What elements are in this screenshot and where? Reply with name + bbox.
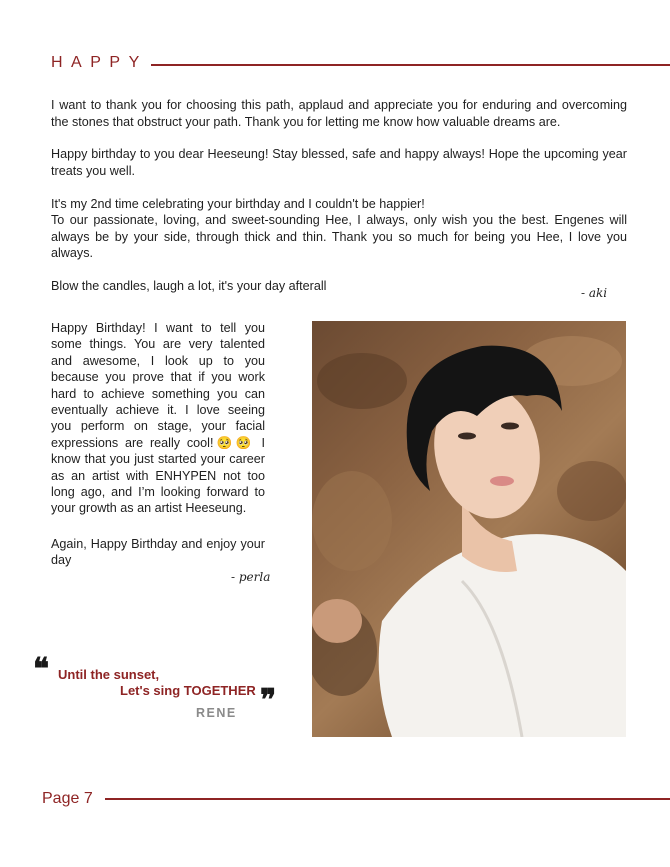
portrait-photo	[312, 321, 626, 737]
letter-left-paragraph-1: Happy Birthday! I want to tell you some things. You are very talented and awesome, I look up to you because you prove that if you work hard to achieve something you can eventually achieve it. I love seeing you perform on stage, your facial expressions are really cool!🥺🥺 I know that you just started your career as an artist with ENHYPEN not too long ago, and I’m looking forward to your growth as an artist Heeseung.	[51, 321, 265, 516]
quote-line-1: Until the sunset,	[58, 667, 160, 682]
signature-aki: - aki	[581, 286, 608, 300]
letter-paragraph-3: It's my 2nd time celebrating your birthday and I couldn't be happier!	[51, 197, 425, 211]
letter-paragraph-1: I want to thank you for choosing this path, applaud and appreciate you for enduring and overcoming the stones that obstruct your path. Thank you for letting me know how valuable dreams are.	[51, 98, 627, 129]
footer-divider	[105, 798, 670, 800]
letter-paragraph-4: To our passionate, loving, and sweet-sounding Hee, I always, only wish you the best. Engenes will always be by your side, through thick and thin. Thank you so much for being you Hee, I love you always.	[51, 213, 627, 260]
header-divider	[151, 64, 670, 66]
quote-line-2: Let's sing TOGETHER	[120, 683, 256, 698]
signature-perla: - perla	[231, 570, 271, 584]
portrait-illustration	[312, 321, 626, 737]
letter-paragraph-5: Blow the candles, laugh a lot, it's your day afterall	[51, 279, 327, 293]
letter-paragraph-2: Happy birthday to you dear Heeseung! Stay blessed, safe and happy always! Hope the upcoming year treats you well.	[51, 147, 627, 178]
quote-open-icon: ❝	[33, 652, 50, 687]
header-title: HAPPY	[51, 54, 148, 71]
page-header	[51, 54, 670, 76]
quote-close-icon: ❞	[260, 683, 277, 718]
quote-author: RENE	[196, 706, 237, 720]
page-number: Page 7	[42, 790, 93, 807]
letter-left-paragraph-2: Again, Happy Birthday and enjoy your day	[51, 537, 265, 568]
